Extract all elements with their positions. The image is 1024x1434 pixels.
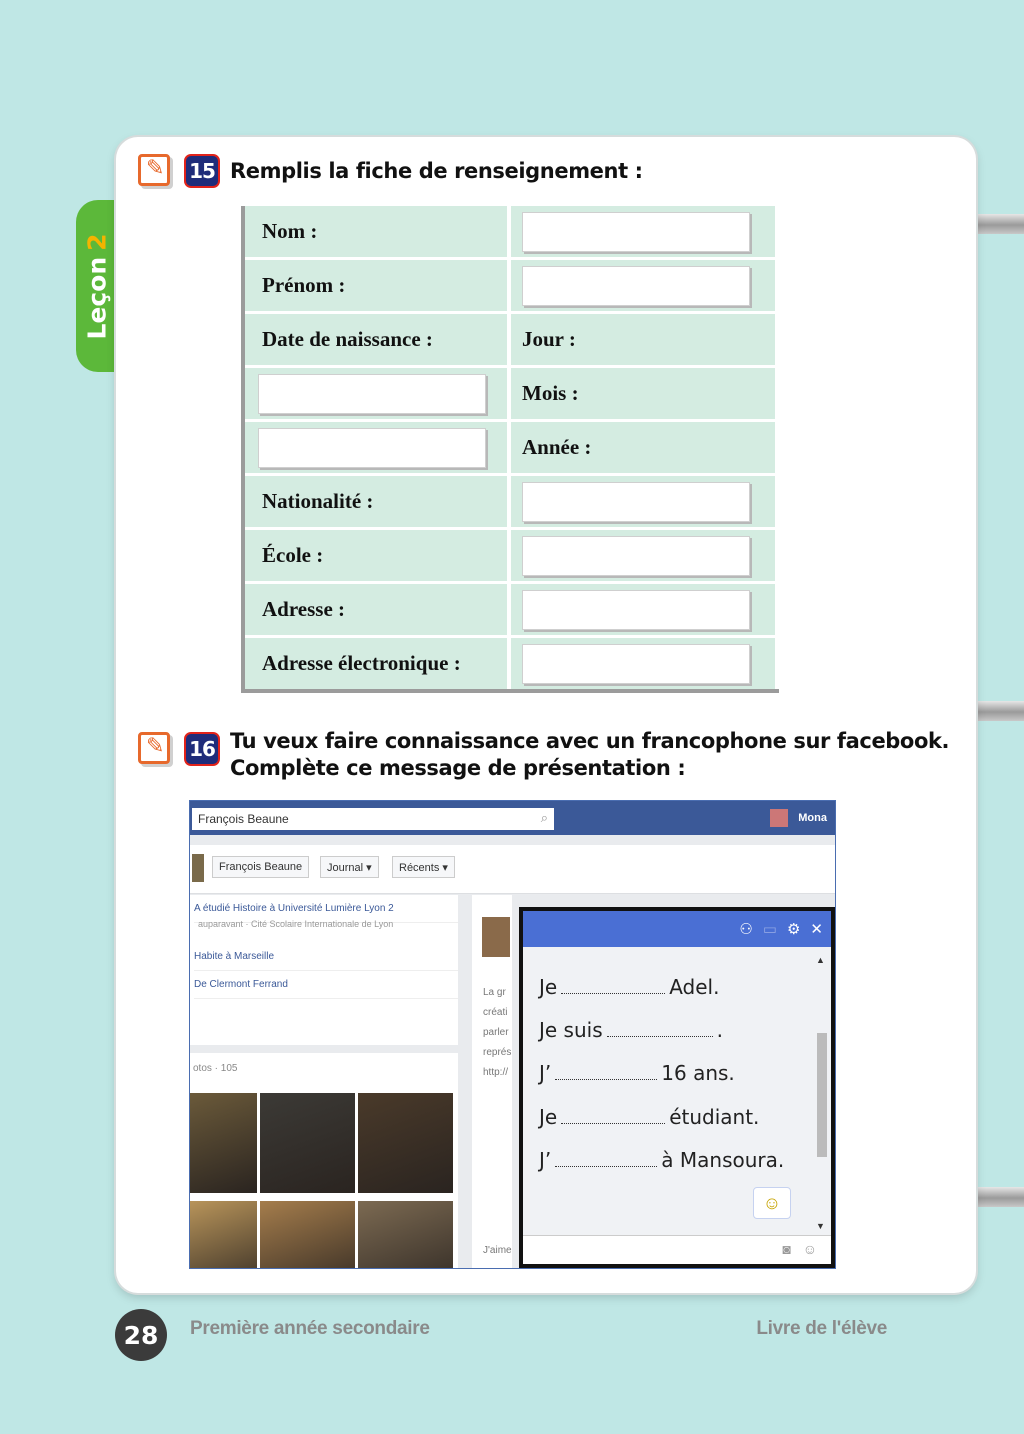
user-menu[interactable]: Mona [770, 809, 827, 827]
label-nom: Nom : [245, 206, 511, 257]
label-ecole: École : [245, 530, 511, 581]
gear-icon[interactable]: ⚙ [786, 920, 801, 938]
page-number: 28 [115, 1309, 167, 1361]
label-prenom: Prénom : [245, 260, 511, 311]
about-item: De Clermont Ferrand [194, 971, 458, 999]
exercise-title: Remplis la fiche de renseignement : [230, 159, 643, 183]
chat-message-input[interactable] [523, 1235, 831, 1264]
label-adresse-electronique: Adresse électronique : [245, 638, 511, 689]
facebook-topbar [190, 801, 835, 835]
nav-profile-name[interactable]: François Beaune [212, 856, 309, 878]
photos-panel [190, 1053, 458, 1268]
emoji-icon[interactable]: ☺ [802, 1241, 817, 1257]
about-subtext: auparavant · Cité Scolaire Internationale de Lyon [198, 919, 394, 929]
about-panel [190, 895, 458, 1045]
smiley-icon[interactable]: ☺ [753, 1187, 791, 1219]
nav-journal[interactable]: Journal ▾ [320, 856, 379, 878]
post-column: La gr créati parler représ http:// J'aime [472, 895, 512, 1268]
search-icon: ⌕ [540, 810, 548, 825]
chat-line: J’ à Mansoura. [539, 1148, 785, 1172]
form-row-mois [245, 368, 779, 422]
prenom-field[interactable] [522, 266, 750, 306]
label-mois: Mois : [511, 368, 775, 419]
form-row-ecole [245, 530, 779, 584]
scroll-thumb[interactable] [817, 1033, 827, 1157]
chat-scrollbar[interactable] [815, 955, 827, 1231]
scroll-down-icon[interactable]: ▼ [816, 1221, 825, 1231]
facebook-screenshot [189, 800, 836, 1269]
profile-thumbnail [192, 854, 204, 882]
form-row-nationalite [245, 476, 779, 530]
chat-line: J’ 16 ans. [539, 1061, 735, 1085]
pencil-icon [138, 732, 170, 764]
chat-header [523, 911, 831, 947]
avatar [482, 917, 510, 957]
camera-icon[interactable]: ◙ [782, 1241, 791, 1257]
info-form [241, 206, 779, 693]
search-input[interactable]: François Beaune ⌕ [192, 808, 554, 830]
exercise-title: Tu veux faire connaissance avec un francophone sur facebook. Complète ce message de présentation : [230, 729, 950, 780]
footer-right: Livre de l'élève [756, 1318, 887, 1339]
form-row-adresse [245, 584, 779, 638]
profile-nav [190, 845, 835, 894]
exercise-16-header [138, 729, 950, 782]
scroll-up-icon[interactable]: ▲ [816, 955, 825, 965]
avatar [770, 809, 788, 827]
email-field[interactable] [522, 644, 750, 684]
label-annee: Année : [511, 422, 775, 473]
chat-line: Je étudiant. [539, 1105, 760, 1129]
photo-thumb[interactable] [260, 1201, 355, 1269]
photos-label: otos · 105 [193, 1063, 238, 1074]
label-nationalite: Nationalité : [245, 476, 511, 527]
photo-thumb[interactable] [358, 1093, 453, 1193]
nom-field[interactable] [522, 212, 750, 252]
photo-thumb[interactable] [190, 1093, 257, 1193]
form-row-annee [245, 422, 779, 476]
form-row-email [245, 638, 779, 689]
exercise-15-header [138, 154, 643, 188]
form-row-date [245, 314, 779, 368]
lesson-tab: Leçon2 [76, 200, 118, 372]
exercise-number-badge: 16 [184, 732, 220, 766]
exercise-number-badge: 15 [184, 154, 220, 188]
about-item: A étudié Histoire à Université Lumière Lyon 2 [194, 895, 458, 923]
video-icon[interactable]: ▭ [762, 920, 777, 938]
form-row-prenom [245, 260, 779, 314]
add-person-icon[interactable]: ⚇ [739, 920, 753, 938]
photo-thumb[interactable] [190, 1201, 257, 1269]
label-jour: Jour : [511, 314, 775, 365]
label-adresse: Adresse : [245, 584, 511, 635]
close-icon[interactable]: ✕ [810, 920, 823, 938]
ecole-field[interactable] [522, 536, 750, 576]
about-item: Habite à Marseille [194, 943, 458, 971]
chat-line: Je Adel. [539, 975, 720, 999]
nav-recents[interactable]: Récents ▾ [392, 856, 455, 878]
adresse-field[interactable] [522, 590, 750, 630]
chat-window [519, 907, 835, 1268]
photo-thumb[interactable] [358, 1201, 453, 1269]
label-date-naissance: Date de naissance : [245, 314, 511, 365]
chat-line: Je suis . [539, 1018, 723, 1042]
annee-field[interactable] [258, 428, 486, 468]
nationalite-field[interactable] [522, 482, 750, 522]
mois-field[interactable] [258, 374, 486, 414]
pencil-icon [138, 154, 170, 186]
footer-left: Première année secondaire [190, 1318, 430, 1339]
photo-thumb[interactable] [260, 1093, 355, 1193]
form-row-nom [245, 206, 779, 260]
